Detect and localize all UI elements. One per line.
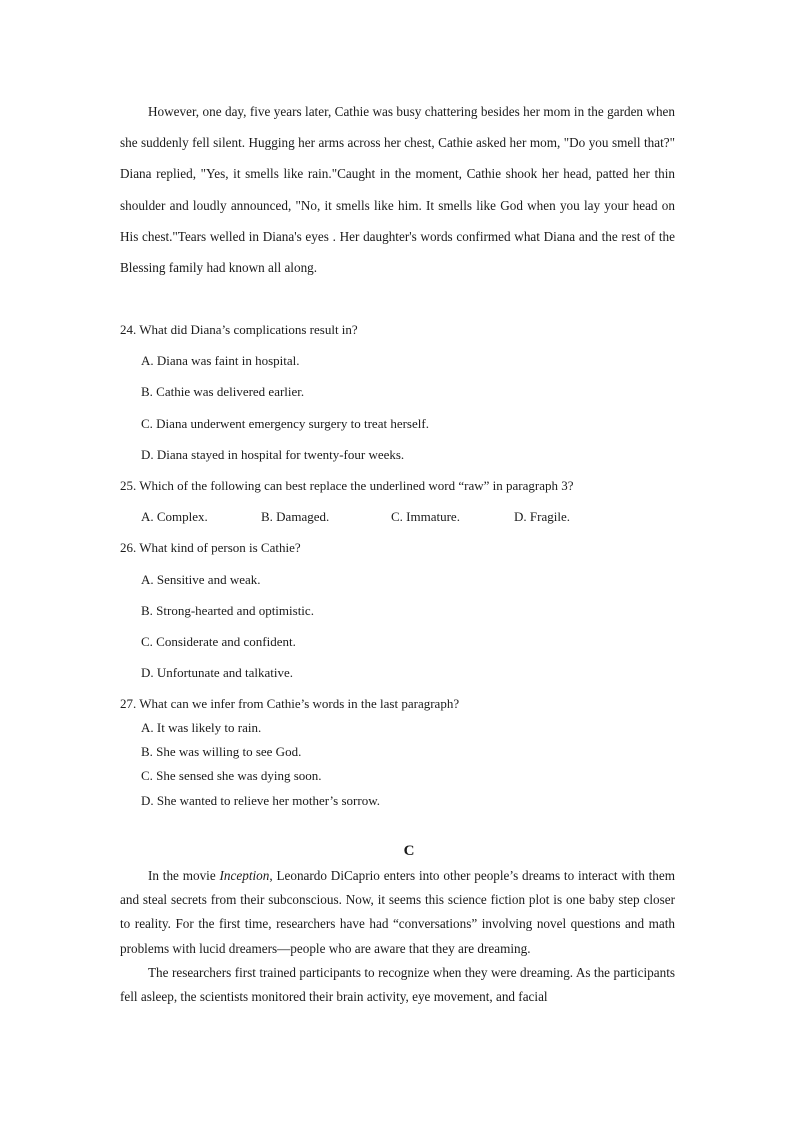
question-27-stem: 27. What can we infer from Cathie’s words in the last paragraph? [120,696,460,711]
question-24-option-a: A. Diana was faint in hospital. [141,353,300,368]
question-25-option-b: B. Damaged. [261,509,330,524]
movie-title: Inception [219,868,270,883]
question-24-stem: 24. What did Diana’s complications result in? [120,322,358,337]
question-27-option-d: D. She wanted to relieve her mother’s sorrow. [141,793,380,808]
question-24-option-c: C. Diana underwent emergency surgery to treat herself. [141,416,429,431]
question-26-option-c: C. Considerate and confident. [141,634,296,649]
question-27-option-b: B. She was willing to see God. [141,744,302,759]
question-26-stem: 26. What kind of person is Cathie? [120,540,301,555]
section-c-p1-before: In the movie [148,868,220,883]
question-25-stem: 25. Which of the following can best replace the underlined word “raw” in paragraph 3? [120,478,574,493]
section-c-paragraph-2: The researchers first trained participants to recognize when they were dreaming. As the participants fell asleep, the scientists monitored their brain activity, eye movement, and facial [120,964,675,1005]
section-c-paragraph-1 [120,864,675,961]
question-26-option-b: B. Strong-hearted and optimistic. [141,603,314,618]
question-25-option-a: A. Complex. [141,509,208,524]
question-27-option-c: C. She sensed she was dying soon. [141,768,322,783]
question-25-option-c: C. Immature. [391,509,460,524]
question-26-option-a: A. Sensitive and weak. [141,572,261,587]
question-24-option-b: B. Cathie was delivered earlier. [141,384,305,399]
question-24-option-d: D. Diana stayed in hospital for twenty-four weeks. [141,447,405,462]
passage-b-last-paragraph: However, one day, five years later, Cathie was busy chattering besides her mom in the garden when she suddenly fell silent. Hugging her arms across her chest, Cathie asked her mom, "Do you smell that?" Diana replied, "Yes, it smells like rain."Caught in the moment, Cathie shook her head, patted her thin shoulder and loudly announced, "No, it smells like him. It smells like God when you lay your head on His chest."Tears welled in Diana's eyes . Her daughter's words confirmed what Diana and the rest of the Blessing family had known all along. [120,104,675,276]
question-27-option-a: A. It was likely to rain. [141,720,262,735]
section-c-passage [120,864,675,1009]
question-25-option-d: D. Fragile. [514,509,570,524]
section-c-heading: C [403,843,415,859]
section-c-p1-after: , Leonardo DiCaprio enters into other people’s dreams to interact with them and steal secrets from their subconscious. Now, it seems this science fiction plot is one baby step closer to reality. For the first time, researchers have had “conversations” involving novel questions and math problems with lucid dreamers—people who are aware that they are dreaming. [120,868,675,956]
question-26-option-d: D. Unfortunate and talkative. [141,665,293,680]
